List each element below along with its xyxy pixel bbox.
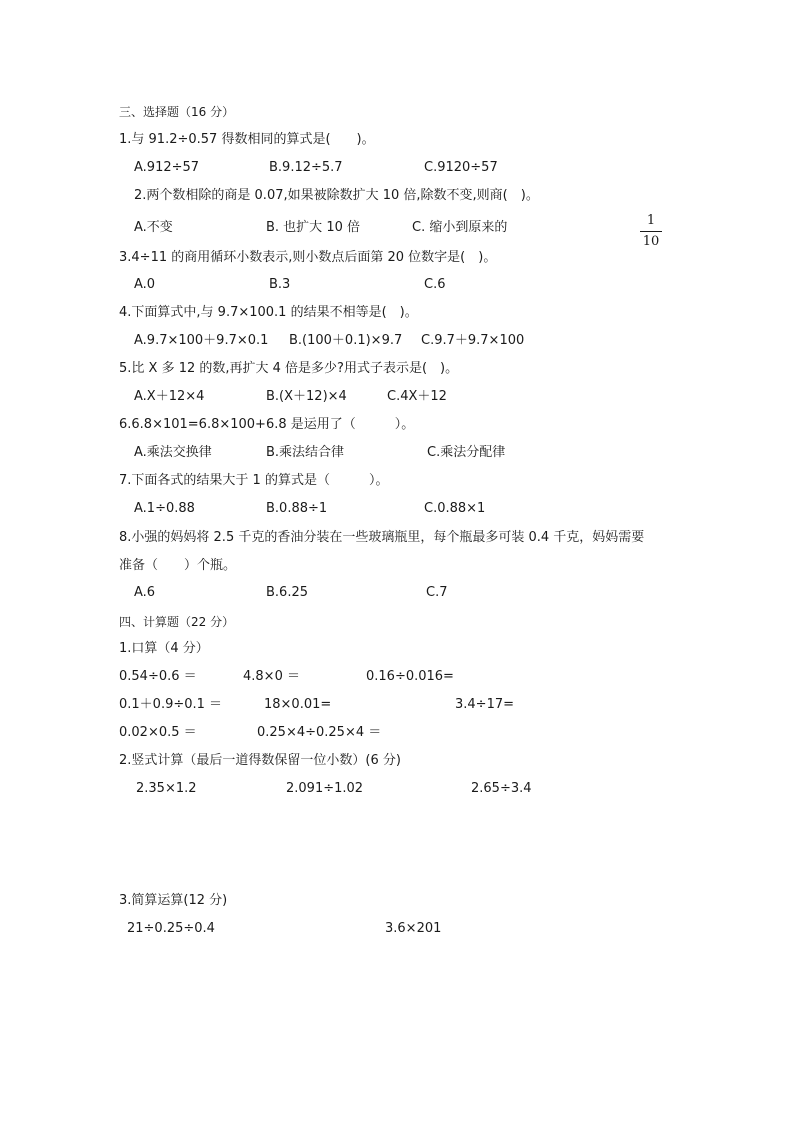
- question-1-option-a: A.912÷57: [134, 160, 200, 175]
- question-8-option-b: B.6.25: [266, 585, 308, 600]
- simplify-calc-title: 3.简算运算(12 分): [119, 893, 228, 908]
- question-5-option-a: A.X＋12×4: [134, 389, 205, 404]
- question-8-option-a: A.6: [134, 585, 156, 600]
- question-4-option-b: B.(100＋0.1)×9.7: [289, 333, 403, 348]
- question-2-option-a: A.不变: [134, 220, 173, 235]
- question-5-option-c: C.4X＋12: [387, 389, 447, 404]
- question-2-option-b: B. 也扩大 10 倍: [266, 220, 360, 235]
- simplify-calc-item: 21÷0.25÷0.4: [127, 921, 215, 936]
- question-6-option-a: A.乘法交换律: [134, 445, 212, 460]
- question-1-stem: 1.与 91.2÷0.57 得数相同的算式是( )。: [119, 132, 375, 147]
- fraction-one-tenth: [640, 213, 662, 250]
- oral-calc-item: 18×0.01=: [264, 697, 332, 712]
- oral-calc-item: 0.25×4÷0.25×4 ＝: [257, 725, 382, 740]
- section-4-heading: 四、计算题（22 分）: [119, 615, 235, 629]
- vertical-calc-item: 2.65÷3.4: [471, 781, 532, 796]
- oral-calc-item: 0.1＋0.9÷0.1 ＝: [119, 697, 223, 712]
- question-7-stem: 7.下面各式的结果大于 1 的算式是（ ）。: [119, 473, 389, 488]
- question-2-stem: 2.两个数相除的商是 0.07,如果被除数扩大 10 倍,除数不变,则商( )。: [134, 188, 539, 203]
- question-3-stem: 3.4÷11 的商用循环小数表示,则小数点后面第 20 位数字是( )。: [119, 250, 497, 265]
- question-5-stem: 5.比 X 多 12 的数,再扩大 4 倍是多少?用式子表示是( )。: [119, 361, 459, 376]
- question-3-option-a: A.0: [134, 277, 156, 292]
- simplify-calc-item: 3.6×201: [385, 921, 442, 936]
- section-3-heading: 三、选择题（16 分）: [119, 105, 235, 119]
- oral-calc-title: 1.口算（4 分）: [119, 641, 209, 656]
- question-8-option-c: C.7: [426, 585, 448, 600]
- question-1-option-c: C.9120÷57: [424, 160, 498, 175]
- question-4-stem: 4.下面算式中,与 9.7×100.1 的结果不相等是( )。: [119, 305, 418, 320]
- vertical-calc-item: 2.091÷1.02: [286, 781, 364, 796]
- question-2-option-c: C. 缩小到原来的: [412, 220, 508, 235]
- oral-calc-item: 4.8×0 ＝: [243, 669, 300, 684]
- question-6-stem: 6.6.8×101=6.8×100+6.8 是运用了（ ）。: [119, 417, 415, 432]
- question-3-option-b: B.3: [269, 277, 291, 292]
- question-7-option-b: B.0.88÷1: [266, 501, 328, 516]
- question-7-option-a: A.1÷0.88: [134, 501, 195, 516]
- oral-calc-item: 0.02×0.5 ＝: [119, 725, 197, 740]
- fraction-bar: [640, 231, 662, 232]
- oral-calc-item: 3.4÷17=: [455, 697, 515, 712]
- question-4-option-a: A.9.7×100＋9.7×0.1: [134, 333, 269, 348]
- vertical-calc-item: 2.35×1.2: [136, 781, 197, 796]
- fraction-denominator: 10: [642, 234, 660, 249]
- question-7-option-c: C.0.88×1: [424, 501, 486, 516]
- oral-calc-item: 0.16÷0.016=: [366, 669, 454, 684]
- question-4-option-c: C.9.7＋9.7×100: [421, 333, 525, 348]
- question-8-stem-line-1: 8.小强的妈妈将 2.5 千克的香油分装在一些玻璃瓶里，每个瓶最多可装 0.4 千克，妈妈需要: [119, 530, 645, 545]
- question-5-option-b: B.(X＋12)×4: [266, 389, 347, 404]
- question-8-stem-line-2: 准备（ ）个瓶。: [119, 558, 237, 573]
- fraction-numerator: 1: [646, 213, 656, 228]
- question-1-option-b: B.9.12÷5.7: [269, 160, 343, 175]
- question-6-option-b: B.乘法结合律: [266, 445, 345, 460]
- vertical-calc-title: 2.竖式计算（最后一道得数保留一位小数）(6 分): [119, 753, 401, 768]
- question-6-option-c: C.乘法分配律: [427, 445, 506, 460]
- question-3-option-c: C.6: [424, 277, 446, 292]
- oral-calc-item: 0.54÷0.6 ＝: [119, 669, 197, 684]
